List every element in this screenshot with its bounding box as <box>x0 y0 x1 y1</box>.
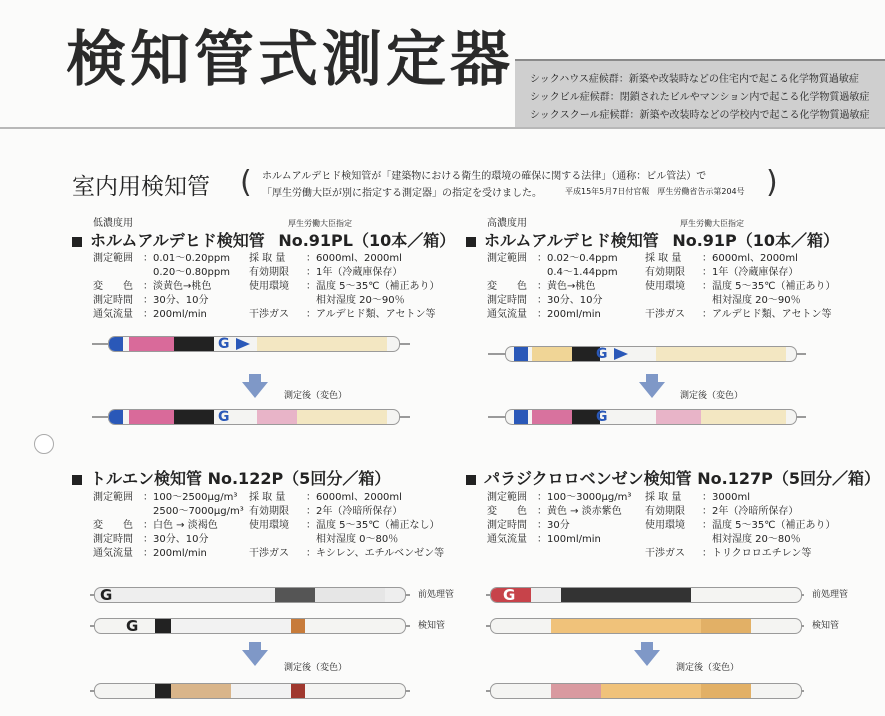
tube-reagent-white <box>315 588 385 602</box>
tube-black-band <box>155 684 171 698</box>
tube-plug <box>109 337 123 351</box>
spec-row <box>249 252 440 266</box>
product-name: ホルムアルデヒド検知管 <box>484 231 659 250</box>
tube-reagent-pink <box>129 337 174 351</box>
tube-gray-band <box>275 588 315 602</box>
tube-reagent-pink <box>129 410 174 424</box>
down-arrow-icon <box>242 382 268 398</box>
spec-value: 0.20～0.80ppm <box>143 267 230 278</box>
spec-value: 2500～7000μg/m³ <box>143 506 244 517</box>
down-arrow-stem <box>249 374 261 382</box>
section-note-ref: 平成15年5月7日付官報 厚生労働省告示第204号 <box>565 187 745 196</box>
spec-key: 使用環境 <box>249 520 289 531</box>
spec-list-right <box>645 252 836 322</box>
product-name: ホルムアルデヒド検知管 <box>90 231 265 250</box>
product-model: No.91P（10本／箱） <box>672 231 840 250</box>
spec-key: 有効期限 <box>249 267 289 278</box>
pretreatment-tube-label: 前処理管 <box>812 590 849 600</box>
spec-value: ：温度 5～35℃（補正あり） <box>702 281 836 292</box>
spec-list-right <box>645 491 836 561</box>
spec-row <box>93 280 230 294</box>
pretreatment-tube <box>94 587 406 603</box>
spec-key: 干渉ガス <box>249 309 289 320</box>
spec-key: 測定範囲 <box>93 253 133 264</box>
spec-value: ：淡黄色→桃色 <box>143 281 212 292</box>
after-label: 測定後（変色） <box>284 663 348 673</box>
product-title <box>466 466 880 489</box>
spec-key: 使用環境 <box>645 520 685 531</box>
tube-plug <box>514 347 528 361</box>
tube-reagent-yellow <box>532 347 572 361</box>
section-note-line1: ホルムアルデヒド検知管が「建築物における衛生的環境の確保に関する法律」（通称：ビル管法）で <box>262 171 707 182</box>
spec-value: ：キシレン、エチルベンゼン等 <box>306 548 445 559</box>
spec-value: ：温度 5～35℃（補正あり） <box>306 281 440 292</box>
spec-key: 干渉ガス <box>249 548 289 559</box>
product-category: 低濃度用 <box>93 218 133 229</box>
spec-row <box>249 547 444 561</box>
detector-tube <box>505 346 797 362</box>
spec-key: 有効期限 <box>645 506 685 517</box>
after-label: 測定後（変色） <box>284 391 348 401</box>
spec-value: ：白色 → 淡褐色 <box>143 520 218 531</box>
spec-row <box>249 308 440 322</box>
spec-value: ：0.01～0.20ppm <box>143 253 230 264</box>
spec-row <box>93 505 244 519</box>
spec-row <box>249 294 440 308</box>
flow-arrow-icon <box>236 338 250 350</box>
spec-key: 測定範囲 <box>93 492 133 503</box>
down-arrow-icon <box>639 382 665 398</box>
spec-row <box>249 491 444 505</box>
tube-brand-g: G <box>218 409 230 425</box>
spec-list-left <box>93 252 230 322</box>
spec-key: 採 取 量 <box>645 253 682 264</box>
detector-tube <box>490 618 802 634</box>
spec-key: 測定時間 <box>93 295 133 306</box>
spec-value: ：1年（冷蔵庫保存） <box>306 267 403 278</box>
tube-brand-g: G <box>100 586 113 604</box>
spec-value: ：100～3000μg/m³ <box>537 492 632 503</box>
punch-hole <box>34 434 54 454</box>
down-arrow-stem <box>641 642 653 650</box>
spec-key: 変 色 <box>93 281 133 292</box>
tube-reagent-yellow <box>297 410 387 424</box>
spec-value: ：温度 5～35℃（補正あり） <box>702 520 836 531</box>
spec-list-right <box>249 491 444 561</box>
spec-row <box>645 505 836 519</box>
product-name: パラジクロロベンゼン検知管 <box>484 469 692 488</box>
spec-key: 採 取 量 <box>645 492 682 503</box>
spec-row <box>645 266 836 280</box>
spec-row <box>93 294 230 308</box>
down-arrow-icon <box>242 650 268 666</box>
down-arrow-stem <box>646 374 658 382</box>
section-title: 室内用検知管 <box>72 174 210 200</box>
spec-key: 採 取 量 <box>249 492 286 503</box>
spec-value: ：0.02～0.4ppm <box>537 253 618 264</box>
spec-row <box>487 280 618 294</box>
detector-tube-label: 検知管 <box>812 621 840 631</box>
product-category: 高濃度用 <box>487 218 527 229</box>
spec-row <box>249 280 440 294</box>
spec-list-left <box>93 491 244 561</box>
header-divider <box>0 127 885 129</box>
spec-key: 有効期限 <box>249 506 289 517</box>
product-model: No.122P（5回分／箱） <box>207 469 391 488</box>
tube-reagent-yellow <box>601 684 701 698</box>
spec-list-left <box>487 491 631 547</box>
spec-row <box>487 252 618 266</box>
tube-plug <box>514 410 528 424</box>
spec-value: ：100ml/min <box>537 534 601 545</box>
spec-value: 相対湿度 20～90％ <box>306 295 405 306</box>
spec-row <box>645 280 836 294</box>
spec-value: ：アルデヒド類、アセトン等 <box>702 309 832 320</box>
spec-value: ：30分、10分 <box>143 295 209 306</box>
product-title <box>72 228 455 251</box>
spec-row <box>487 491 631 505</box>
spec-value: ：100～2500μg/m³ <box>143 492 238 503</box>
spec-value: ：アルデヒド類、アセトン等 <box>306 309 436 320</box>
spec-key: 測定時間 <box>487 520 527 531</box>
tube-reagent-yellow <box>257 337 387 351</box>
spec-value: ：2年（冷暗所保存） <box>306 506 403 517</box>
spec-value: ：温度 5～35℃（補正なし） <box>306 520 440 531</box>
product-cert: 厚生労働大臣指定 <box>288 219 352 228</box>
down-arrow-stem <box>249 642 261 650</box>
spec-row <box>645 491 836 505</box>
syndrome-line-house: シックハウス症候群：新築や改装時などの住宅内で起こる化学物質過敏症 <box>530 74 859 85</box>
bracket-close: ) <box>766 165 778 200</box>
tube-stain <box>656 410 701 424</box>
tube-reagent-yellow <box>701 619 751 633</box>
spec-key: 測定範囲 <box>487 253 527 264</box>
tube-reagent-pink <box>532 410 572 424</box>
spec-value: ：200ml/min <box>537 309 601 320</box>
syndrome-line-building: シックビル症候群：閉鎖されたビルやマンション内で起こる化学物質過敏症 <box>530 92 870 103</box>
product-title <box>466 228 839 251</box>
spec-row <box>645 294 836 308</box>
tube-reagent-yellow <box>701 410 786 424</box>
spec-key: 使用環境 <box>645 281 685 292</box>
detector-tube-after <box>108 409 400 425</box>
spec-row <box>93 252 230 266</box>
spec-value: ：2年（冷暗所保存） <box>702 506 799 517</box>
spec-row <box>487 505 631 519</box>
tube-brand-g: G <box>218 336 230 352</box>
product-model: No.91PL（10本／箱） <box>278 231 456 250</box>
spec-row <box>93 308 230 322</box>
spec-row <box>487 294 618 308</box>
detector-tube <box>94 618 406 634</box>
spec-key: 通気流量 <box>487 534 527 545</box>
spec-value: ：黄色→桃色 <box>537 281 596 292</box>
spec-row <box>487 308 618 322</box>
spec-value: ：1年（冷蔵庫保存） <box>702 267 799 278</box>
spec-value: ：3000ml <box>702 492 750 503</box>
spec-row <box>487 519 631 533</box>
syndrome-line-school: シックスクール症候群：新築や改装時などの学校内で起こる化学物質過敏症 <box>530 110 870 121</box>
product-cert: 厚生労働大臣指定 <box>680 219 744 228</box>
spec-list-right <box>249 252 440 322</box>
spec-key: 通気流量 <box>93 548 133 559</box>
bullet-square-icon <box>466 237 476 247</box>
spec-list-left <box>487 252 618 322</box>
tube-reagent-yellow <box>701 684 751 698</box>
spec-value: ：30分 <box>537 520 570 531</box>
tube-black-band <box>174 337 214 351</box>
flow-arrow-icon <box>614 348 628 360</box>
product-name: トルエン検知管 <box>90 469 203 488</box>
bullet-square-icon <box>72 237 82 247</box>
spec-key: 測定時間 <box>487 295 527 306</box>
spec-row <box>249 266 440 280</box>
spec-key: 測定時間 <box>93 534 133 545</box>
spec-key: 通気流量 <box>93 309 133 320</box>
tube-brand-g: G <box>126 617 139 635</box>
pretreatment-tube-label: 前処理管 <box>418 590 455 600</box>
spec-value: ：黄色 → 淡赤紫色 <box>537 506 622 517</box>
spec-row <box>487 533 631 547</box>
spec-value: 0.4～1.44ppm <box>537 267 618 278</box>
spec-value: ：200ml/min <box>143 309 207 320</box>
spec-row <box>93 519 244 533</box>
spec-value: ：30分、10分 <box>143 534 209 545</box>
tube-stain <box>551 684 601 698</box>
tube-reagent-white <box>171 619 291 633</box>
tube-plug <box>109 410 123 424</box>
spec-row <box>645 308 836 322</box>
detector-tube <box>108 336 400 352</box>
tube-brand-g: G <box>596 346 608 362</box>
spec-value: ：6000ml、2000ml <box>306 492 402 503</box>
section-note-line2: 「厚生労働大臣が別に指定する測定器」の指定を受けました。 <box>262 188 542 199</box>
spec-key: 変 色 <box>487 506 527 517</box>
spec-value: 相対湿度 20～80％ <box>702 534 801 545</box>
tube-reagent-yellow <box>656 347 786 361</box>
tube-red-band <box>291 684 305 698</box>
tube-reagent-white <box>231 684 291 698</box>
spec-value: ：トリクロロエチレン等 <box>702 548 812 559</box>
spec-key: 測定範囲 <box>487 492 527 503</box>
tube-reagent-yellow <box>551 619 701 633</box>
spec-value: ：6000ml、2000ml <box>702 253 798 264</box>
bullet-square-icon <box>466 475 476 485</box>
tube-black-band <box>561 588 691 602</box>
after-label: 測定後（変色） <box>680 391 744 401</box>
spec-row <box>93 547 244 561</box>
spec-row <box>93 266 230 280</box>
down-arrow-icon <box>634 650 660 666</box>
detector-tube-after <box>94 683 406 699</box>
spec-key: 有効期限 <box>645 267 685 278</box>
product-model: No.127P（5回分／箱） <box>697 469 880 488</box>
spec-key: 通気流量 <box>487 309 527 320</box>
tube-stain <box>171 684 231 698</box>
detector-tube-after <box>505 409 797 425</box>
tube-reagent-white <box>531 588 561 602</box>
tube-black-band <box>155 619 171 633</box>
detector-tube-label: 検知管 <box>418 621 446 631</box>
detector-tube-after <box>490 683 802 699</box>
spec-key: 採 取 量 <box>249 253 286 264</box>
spec-value: 相対湿度 20～90％ <box>702 295 801 306</box>
tube-stain <box>257 410 297 424</box>
spec-row <box>249 533 444 547</box>
after-label: 測定後（変色） <box>676 663 740 673</box>
spec-row <box>249 505 444 519</box>
bullet-square-icon <box>72 475 82 485</box>
spec-row <box>249 519 444 533</box>
bracket-open: ( <box>240 165 252 200</box>
spec-key: 使用環境 <box>249 281 289 292</box>
page-title: 検知管式測定器 <box>66 25 514 95</box>
tube-orange-band <box>291 619 305 633</box>
tube-brand-g: G <box>596 409 608 425</box>
spec-key: 変 色 <box>487 281 527 292</box>
spec-key: 変 色 <box>93 520 133 531</box>
product-title <box>72 466 390 489</box>
tube-black-band <box>174 410 214 424</box>
spec-key: 干渉ガス <box>645 309 685 320</box>
spec-row <box>93 491 244 505</box>
spec-row <box>93 533 244 547</box>
spec-value: ：200ml/min <box>143 548 207 559</box>
spec-row <box>645 533 836 547</box>
spec-value: ：6000ml、2000ml <box>306 253 402 264</box>
spec-key: 干渉ガス <box>645 548 685 559</box>
pretreatment-tube <box>490 587 802 603</box>
spec-row <box>487 266 618 280</box>
tube-brand-g: G <box>503 586 516 604</box>
spec-row <box>645 547 836 561</box>
spec-value: 相対湿度 0～80％ <box>306 534 399 545</box>
spec-row <box>645 519 836 533</box>
spec-row <box>645 252 836 266</box>
spec-value: ：30分、10分 <box>537 295 603 306</box>
